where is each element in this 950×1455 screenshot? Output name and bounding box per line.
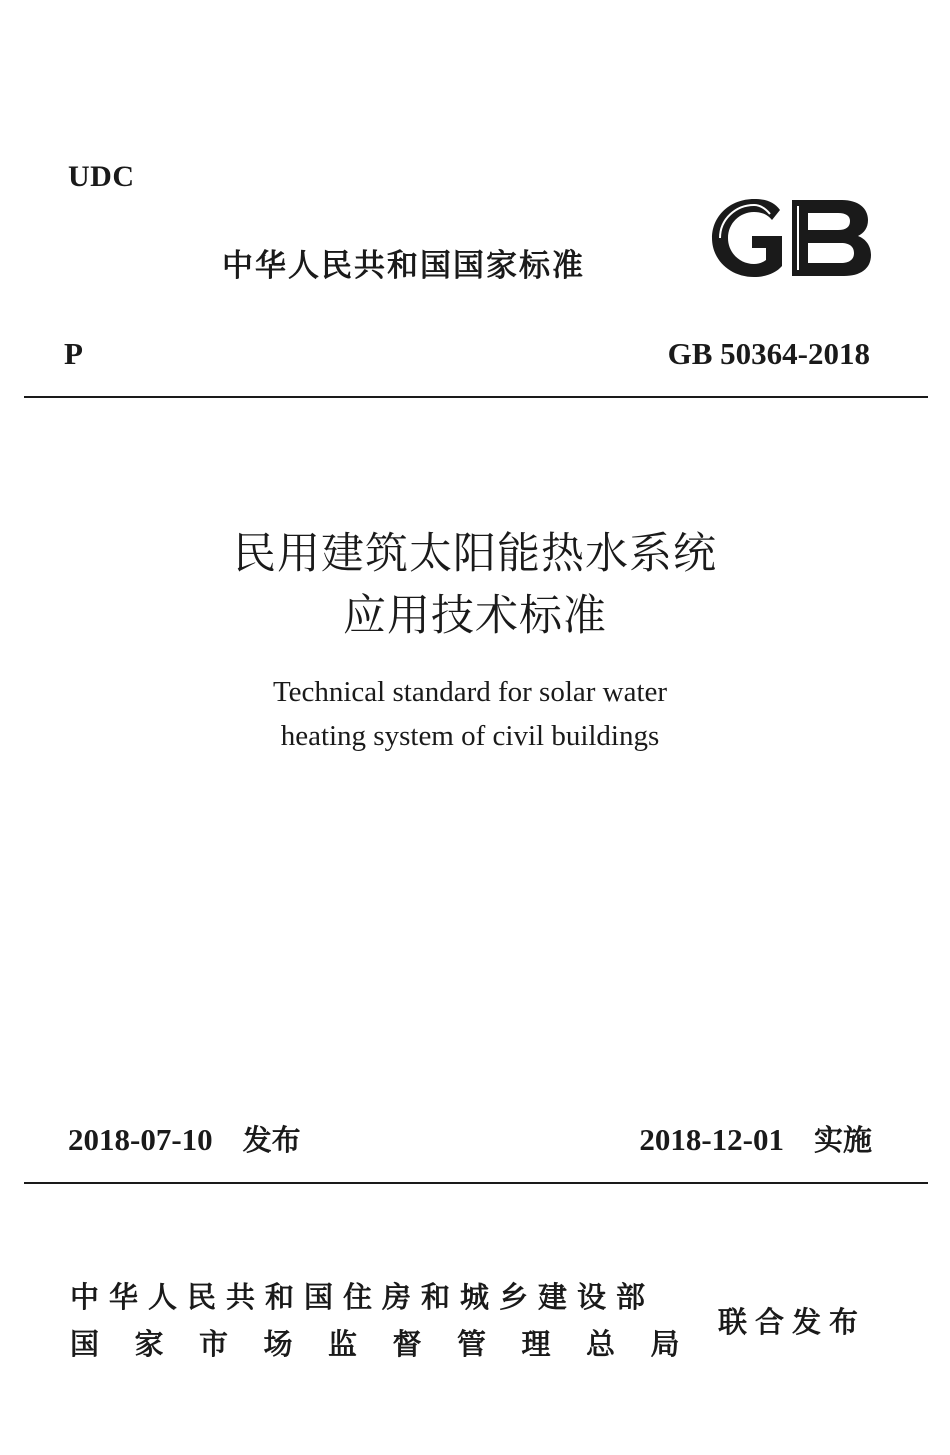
- national-standard-heading: 中华人民共和国国家标准: [222, 248, 585, 284]
- title-english-line-1: Technical standard for solar water: [272, 676, 668, 708]
- issuer-administration: 国家市场监督管理总局: [70, 1327, 716, 1361]
- issue-label: 发布: [242, 1123, 301, 1157]
- title-chinese-line-1: 民用建筑太阳能热水系统: [233, 529, 717, 579]
- footer-divider: [24, 1182, 928, 1184]
- title-english-line-2: heating system of civil buildings: [280, 720, 660, 752]
- header-divider: [24, 396, 928, 398]
- joint-issue-label: 联合发布: [718, 1305, 867, 1339]
- effective-date: 2018-12-01: [639, 1122, 784, 1157]
- issue-date-block: [68, 1118, 301, 1159]
- category-code: P: [64, 336, 83, 371]
- issuer-ministry: 中华人民共和国住房和城乡建设部: [70, 1280, 656, 1314]
- effective-label: 实施: [813, 1123, 872, 1157]
- title-chinese-line-2: 应用技术标准: [343, 591, 607, 641]
- udc-label: UDC: [68, 160, 135, 193]
- gb-logo-icon: [708, 196, 874, 280]
- effective-date-block: [639, 1118, 872, 1159]
- standard-number: GB 50364-2018: [667, 336, 870, 371]
- issue-date: 2018-07-10: [68, 1122, 213, 1157]
